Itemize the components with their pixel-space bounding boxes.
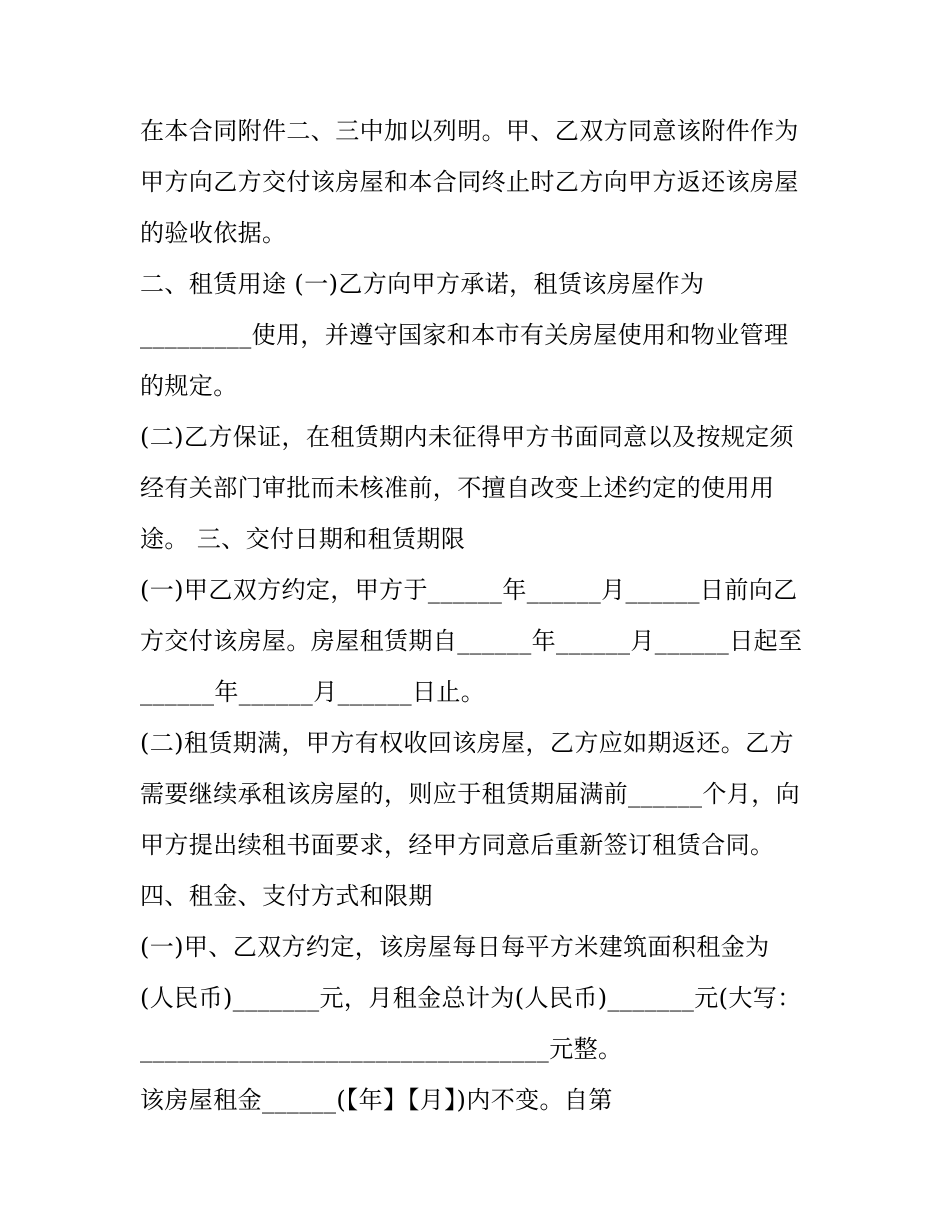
text-line: 经有关部门审批而未核准前，不擅自改变上述约定的使用用 (140, 474, 775, 502)
text-line: (一)甲、乙双方约定，该房屋每日每平方米建筑面积租金为 (140, 933, 770, 961)
section-heading-usage: 二、租赁用途 (一)乙方向甲方承诺，租赁该房屋作为 (140, 270, 705, 298)
text-line: 甲方向乙方交付该房屋和本合同终止时乙方向甲方返还该房屋 (140, 168, 799, 196)
contract-text-body (140, 106, 830, 1126)
text-line: (二)乙方保证，在租赁期内未征得甲方书面同意以及按规定须 (140, 423, 794, 451)
text-line: (二)租赁期满，甲方有权收回该房屋，乙方应如期返还。乙方 (140, 729, 794, 757)
text-line: 的规定。 (140, 372, 238, 400)
text-line: 在本合同附件二、三中加以列明。甲、乙双方同意该附件作为 (140, 117, 799, 145)
text-line: _________使用，并遵守国家和本市有关房屋使用和物业管理 (140, 321, 789, 349)
text-line: 的验收依据。 (140, 219, 287, 247)
text-line: (一)甲乙双方约定，甲方于______年______月______日前向乙 (140, 576, 798, 604)
text-line: 甲方提出续租书面要求，经甲方同意后重新签订租赁合同。 (140, 831, 775, 859)
section-heading-rent: 四、租金、支付方式和限期 (140, 882, 433, 910)
text-line: (人民币)_______元，月租金总计为(人民币)_______元(大写： (140, 984, 802, 1012)
text-line: 该房屋租金______(【年】【月】)内不变。自第 (140, 1086, 613, 1114)
text-line: _________________________________元整。 (140, 1035, 623, 1063)
text-line: ______年______月______日止。 (140, 678, 486, 706)
section-heading-delivery: 途。 三、交付日期和租赁期限 (140, 525, 466, 553)
text-line: 方交付该房屋。房屋租赁期自______年______月______日起至 (140, 627, 803, 655)
text-line: 需要继续承租该房屋的，则应于租赁期届满前______个月，向 (140, 780, 800, 808)
